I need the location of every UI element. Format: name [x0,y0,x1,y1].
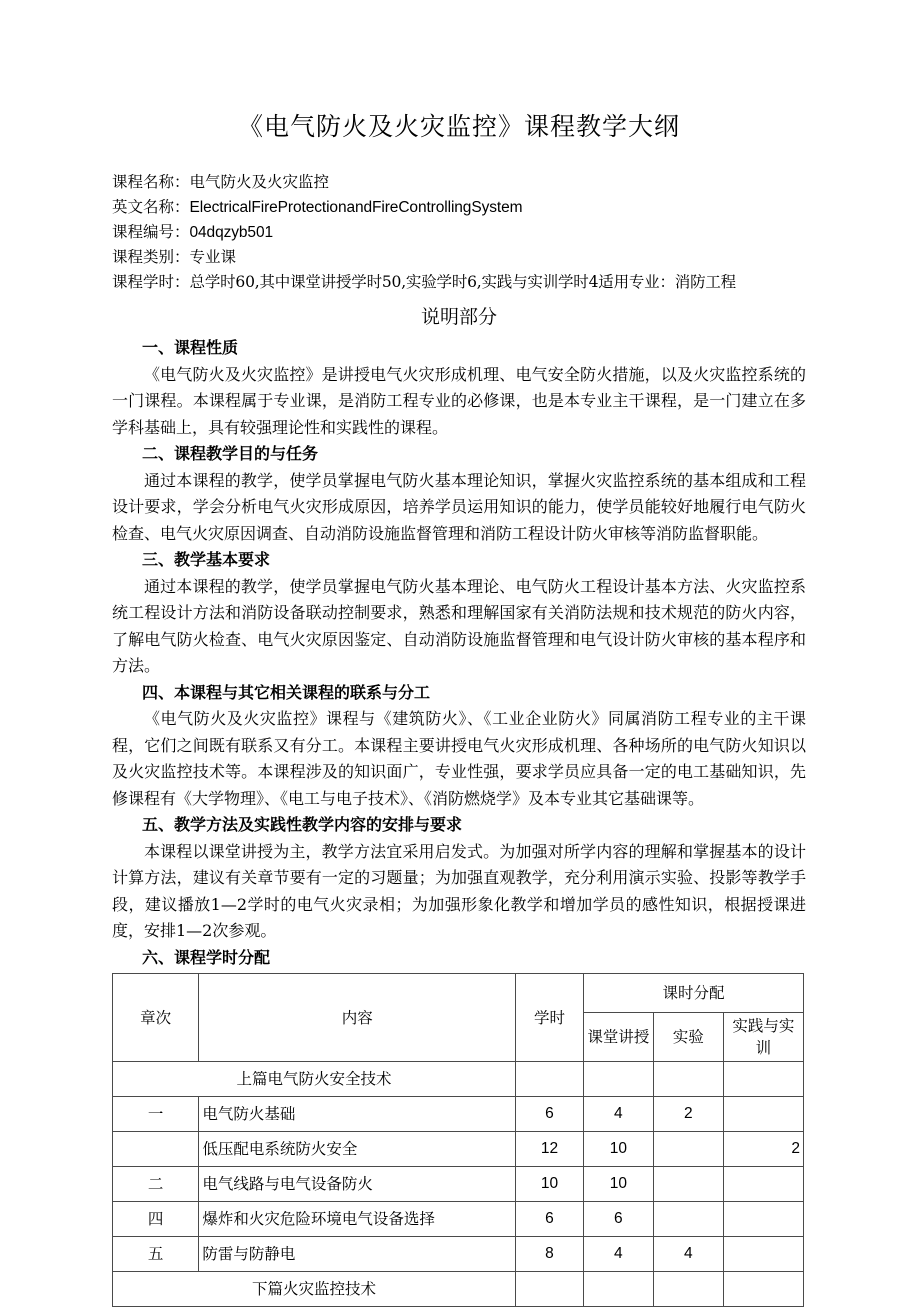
table-cell-practice: 2 [723,1132,803,1167]
table-row [113,1237,804,1272]
meta-english-name-label: 英文名称： [112,198,190,216]
table-cell-chapter: 二 [113,1167,199,1202]
table-cell-hours [516,1272,584,1307]
table-row [113,1062,804,1097]
section-body-5: 本课程以课堂讲授为主，教学方法宜采用启发式。为加强对所学内容的理解和掌握基本的设计计算方法，建议有关章节要有一定的习题量；为加强直观教学，充分利用演示实验、投影等教学手段，建议播放1—2学时的电气火灾录相；为加强形象化教学和增加学员的感性知识，根据授课进度，安排1—2次参观。 [112,841,806,940]
table-cell-part-title: 下篇火灾监控技术 [113,1272,516,1307]
section-heading-3: 三、教学基本要求 [142,550,271,569]
document-content [112,108,806,1307]
meta-course-name-value: 电气防火及火灾监控 [189,173,330,191]
table-cell-practice [723,1062,803,1097]
course-hours-table [112,973,804,1307]
table-cell-lecture: 10 [583,1167,653,1202]
table-row [113,1132,804,1167]
table-header-lecture: 课堂讲授 [583,1013,653,1062]
table-cell-content: 爆炸和火灾危险环境电气设备选择 [199,1202,516,1237]
table-cell-content: 电气防火基础 [199,1097,516,1132]
section-heading-6: 六、课程学时分配 [142,947,271,967]
meta-english-name-value: ElectricalFireProtectionandFireControllingSystem [189,199,523,216]
table-cell-chapter: 一 [113,1097,199,1132]
table-header-experiment: 实验 [653,1013,723,1062]
table-cell-experiment [653,1202,723,1237]
table-cell-hours: 6 [516,1202,584,1237]
table-cell-chapter: 五 [113,1237,199,1272]
table-cell-content: 电气线路与电气设备防火 [199,1167,516,1202]
section-body-3: 通过本课程的教学，使学员掌握电气防火基本理论、电气防火工程设计基本方法、火灾监控系统工程设计方法和消防设备联动控制要求，熟悉和理解国家有关消防法规和技术规范的防火内容，了解电气防火检查、电气火灾原因鉴定、自动消防设施监督管理和电气设计防火审核的基本程序和方法。 [112,576,806,675]
table-row [113,1272,804,1307]
table-cell-experiment [653,1062,723,1097]
table-cell-part-title: 上篇电气防火安全技术 [113,1062,516,1097]
table-cell-experiment [653,1167,723,1202]
table-cell-experiment: 2 [653,1097,723,1132]
table-cell-lecture [583,1062,653,1097]
table-cell-content: 低压配电系统防火安全 [199,1132,516,1167]
meta-course-hours [112,270,806,295]
table-cell-chapter: 四 [113,1202,199,1237]
section-body-1: 《电气防火及火灾监控》是讲授电气火灾形成机理、电气安全防火措施，以及火灾监控系统的一门课程。本课程属于专业课，是消防工程专业的必修课，也是本专业主干课程，是一门建立在多学科基础上，具有较强理论性和实践性的课程。 [112,364,806,437]
meta-course-name-label: 课程名称： [112,173,190,191]
table-cell-experiment [653,1132,723,1167]
meta-course-hours-value: 总学时60,其中课堂讲授学时50,实验学时6,实践与实训学时4适用专业：消防工程 [189,273,736,291]
table-cell-lecture: 4 [583,1097,653,1132]
section-heading-4: 四、本课程与其它相关课程的联系与分工 [142,682,431,702]
table-cell-practice [723,1097,803,1132]
meta-course-code [112,220,806,245]
table-row [113,1202,804,1237]
table-cell-lecture: 10 [583,1132,653,1167]
table-cell-practice [723,1272,803,1307]
table-header-distribution: 课时分配 [583,974,803,1013]
meta-course-hours-label: 课程学时： [112,273,190,291]
meta-course-type-value: 专业课 [189,248,237,266]
table-header-row-top [113,974,804,1013]
table-cell-lecture: 6 [583,1202,653,1237]
table-cell-content: 防雷与防静电 [199,1237,516,1272]
table-cell-practice [723,1237,803,1272]
meta-course-name [112,170,806,195]
part-title: 说明部分 [420,306,497,328]
table-body [113,1062,804,1307]
table-header-hours: 学时 [516,974,584,1062]
table-header-practice: 实践与实训 [723,1013,803,1062]
section-body-4: 《电气防火及火灾监控》课程与《建筑防火》、《工业企业防火》同属消防工程专业的主干课程，它们之间既有联系又有分工。本课程主要讲授电气火灾形成机理、各种场所的电气防火知识以及火灾监控技术等。本课程涉及的知识面广，专业性强，要求学员应具备一定的电工基础知识，先修课程有《大学物理》、《电工与电子技术》、《消防燃烧学》及本专业其它基础课等。 [112,709,806,808]
table-cell-hours [516,1062,584,1097]
section-heading-1: 一、课程性质 [142,338,239,357]
meta-english-name [112,195,806,220]
table-cell-lecture [583,1272,653,1307]
table-cell-hours: 6 [516,1097,584,1132]
table-cell-experiment: 4 [653,1237,723,1272]
table-cell-experiment [653,1272,723,1307]
table-cell-practice [723,1167,803,1202]
meta-course-code-label: 课程编号： [112,223,190,241]
table-header-chapter: 章次 [113,974,199,1062]
meta-course-type [112,245,806,270]
section-body-2: 通过本课程的教学，使学员掌握电气防火基本理论知识，掌握火灾监控系统的基本组成和工程设计要求，学会分析电气火灾形成原因，培养学员运用知识的能力，使学员能较好地履行电气防火检查、电气火灾原因调查、自动消防设施监督管理和消防工程设计防火审核等消防监督职能。 [112,470,806,543]
table-cell-hours: 12 [516,1132,584,1167]
section-heading-2: 二、课程教学目的与任务 [142,444,319,463]
table-cell-practice [723,1202,803,1237]
table-cell-hours: 10 [516,1167,584,1202]
meta-course-type-label: 课程类别： [112,248,190,266]
page-title: 《电气防火及火灾监控》课程教学大纲 [237,112,680,141]
table-cell-lecture: 4 [583,1237,653,1272]
table-cell-hours: 8 [516,1237,584,1272]
table-row [113,1167,804,1202]
table-cell-chapter [113,1132,199,1167]
meta-course-code-value: 04dqzyb501 [189,224,273,241]
table-header-content: 内容 [199,974,516,1062]
table-row [113,1097,804,1132]
section-heading-5: 五、教学方法及实践性教学内容的安排与要求 [142,815,463,834]
course-metadata [112,170,806,295]
